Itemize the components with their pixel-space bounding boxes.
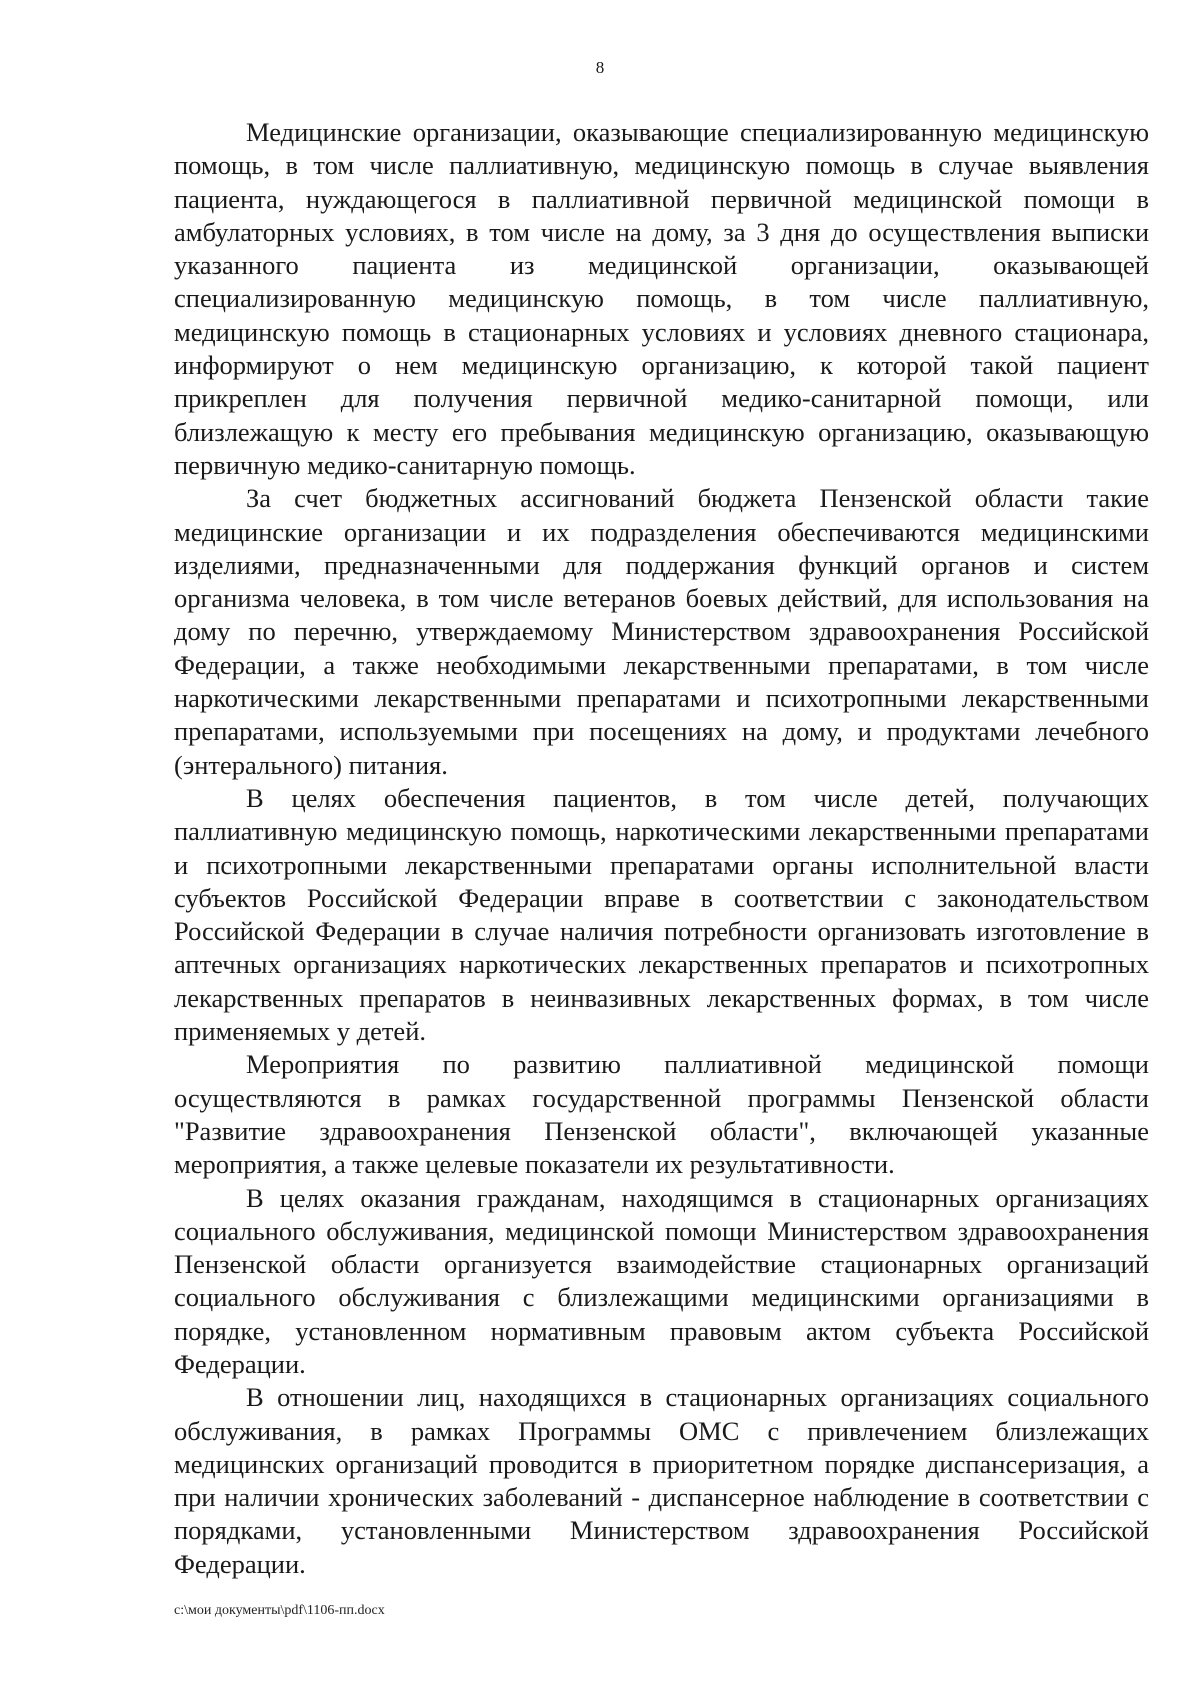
document-body	[174, 116, 1149, 1581]
paragraph-palliative-discharge: Медицинские организации, оказывающие специализированную медицинскую помощь, в том числе паллиативную, медицинскую помощь в случае выявления пациента, нуждающегося в паллиативной первичной медицинской помощи в амбулаторных условиях, в том числе на дому, за 3 дня до осуществления выписки указанного пациента из медицинской организации, оказывающей специализированную медицинскую помощь, в том числе паллиативную, медицинскую помощь в стационарных условиях и условиях дневного стационара, информируют о нем медицинскую организацию, к которой такой пациент прикреплен для получения первичной медико-санитарной помощи, или близлежащую к месту его пребывания медицинскую организацию, оказывающую первичную медико-санитарную помощь.	[174, 117, 1149, 480]
paragraph-budget-supply: За счет бюджетных ассигнований бюджета Пензенской области такие медицинские организации и их подразделения обеспечиваются медицинскими изделиями, предназначенными для поддержания функций органов и систем организма человека, в том числе ветеранов боевых действий, для использования на дому по перечню, утверждаемому Министерством здравоохранения Российской Федерации, а также необходимыми лекарственными препаратами, в том числе наркотическими лекарственными препаратами и психотропными лекарственными препаратами, используемыми при посещениях на дому, и продуктами лечебного (энтерального) питания.	[174, 483, 1149, 780]
footer-file-path: c:\мои документы\pdf\1106-пп.docx	[174, 1603, 385, 1618]
paragraph-dispensary-observation: В отношении лиц, находящихся в стационарных организациях социального обслуживания, в рамках Программы ОМС с привлечением близлежащих медицинских организаций проводится в приоритетном порядке диспансеризация, а при наличии хронических заболеваний - диспансерное наблюдение в соответствии с порядками, установленными Министерством здравоохранения Российской Федерации.	[174, 1382, 1149, 1579]
paragraph-social-service-interaction: В целях оказания гражданам, находящимся в стационарных организациях социального обслуживания, медицинской помощи Министерством здравоохранения Пензенской области организуется взаимодействие стационарных организаций социального обслуживания с близлежащими медицинскими организациями в порядке, установленном нормативным правовым актом субъекта Российской Федерации.	[174, 1182, 1149, 1379]
page-number: 8	[595, 58, 605, 77]
paragraph-state-program: Мероприятия по развитию паллиативной медицинской помощи осуществляются в рамках государственной программы Пензенской области "Развитие здравоохранения Пензенской области", включающей указанные мероприятия, а также целевые показатели их результативности.	[174, 1049, 1149, 1180]
paragraph-narcotic-drugs: В целях обеспечения пациентов, в том числе детей, получающих паллиативную медицинскую помощь, наркотическими лекарственными препаратами и психотропными лекарственными препаратами органы исполнительной власти субъектов Российской Федерации вправе в соответствии с законодательством Российской Федерации в случае наличия потребности организовать изготовление в аптечных организациях наркотических лекарственных препаратов и психотропных лекарственных препаратов в неинвазивных лекарственных формах, в том числе применяемых у детей.	[174, 782, 1149, 1047]
